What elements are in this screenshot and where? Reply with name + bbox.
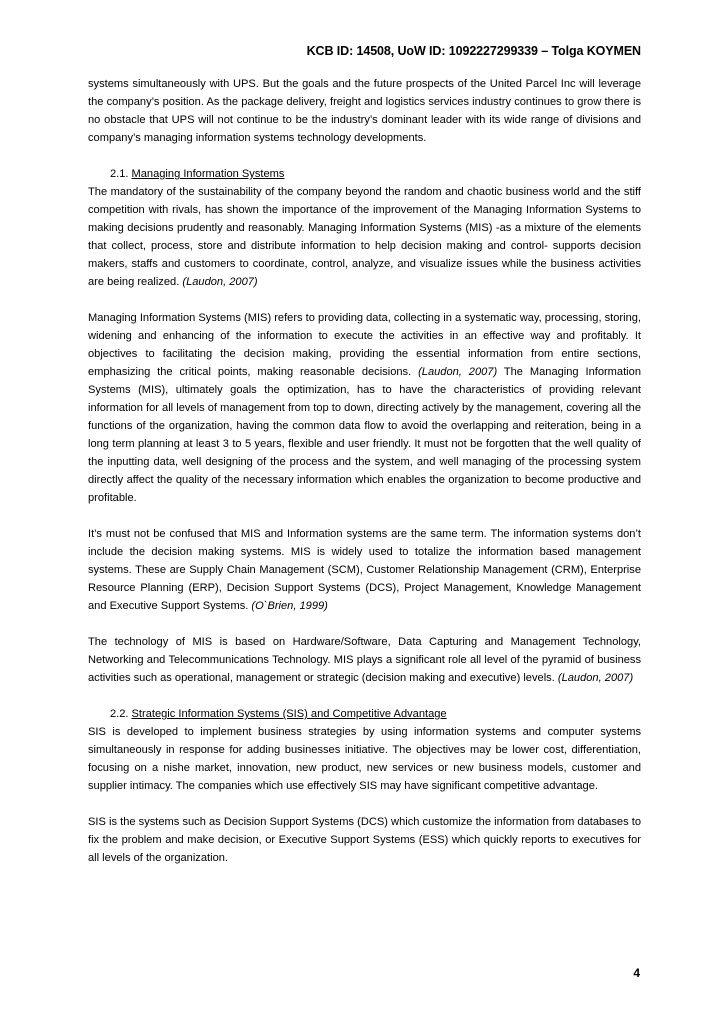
section-heading-2-1 [88,165,641,183]
citation: (O`Brien, 1999) [251,600,328,612]
document-body [88,75,641,867]
section-number: 2.2. [110,708,129,720]
paragraph-text: The Managing Information Systems (MIS), ultimately goals the optimization, has to have the characteristics of providing relevant information for all levels of management from top to down, directing actively by the management, covering all the functions of the organization, having the common data flow to avoid the overlapping and reiteration, being in a long term planning at least 3 to 5 years, flexible and user friendly. It must not be forgotten that the well quality of the inputting data, well designing of the process and the system, and well managing of the processing system directly affect the quality of the necessary information which enables the organization to become productive and profitable. [88,366,641,504]
section-title: Strategic Information Systems (SIS) and Competitive Advantage [131,708,447,720]
section-number: 2.1. [110,168,129,180]
paragraph-intro: systems simultaneously with UPS. But the goals and the future prospects of the United Parcel Inc will leverage the company’s position. As the package delivery, freight and logistics services industry continues to grow there is no obstacle that UPS will not continue to be the industry’s dominant leader with its wide range of divisions and company’s managing information systems technology developments. [88,78,641,144]
paragraph-mis-technology [88,633,641,687]
paragraph-text: Managing Information Systems (MIS) refers to providing data, collecting in a systematic way, processing, storing, widening and enhancing of the information to execute the activities in an effective way and profitably. It objectives to facilitating the decision making, providing the essential information from entire sections, emphasizing the critical points, making reasonable decisions. [88,312,641,378]
citation: (Laudon, 2007) [557,672,634,684]
paragraph-mis-mandatory [88,183,641,291]
page-header: KCB ID: 14508, UoW ID: 1092227299339 – Tolga KOYMEN [306,44,641,58]
section-title: Managing Information Systems [131,168,285,180]
paragraph-sis-examples: SIS is the systems such as Decision Support Systems (DCS) which customize the information from databases to fix the problem and make decision, or Executive Support Systems (ESS) which quickly reports to executives for all levels of the organization. [88,816,641,864]
paragraph-text: The technology of MIS is based on Hardware/Software, Data Capturing and Management Technology, Networking and Telecommunications Technology. MIS plays a significant role all level of the pyramid of business activities such as operational, management or strategic (decision making and executive) levels. [88,636,641,684]
paragraph-text: It’s must not be confused that MIS and Information systems are the same term. The information systems don’t include the decision making systems. MIS is widely used to totalize the information based management systems. These are Supply Chain Management (SCM), Customer Relationship Management (CRM), Enterprise Resource Planning (ERP), Decision Support Systems (DCS), Project Management, Knowledge Management and Executive Support Systems. [88,528,641,612]
paragraph-mis-definition [88,309,641,507]
page-number: 4 [633,966,640,980]
paragraph-mis-vs-is [88,525,641,615]
citation: (Laudon, 2007) [182,276,258,288]
paragraph-sis-definition: SIS is developed to implement business strategies by using information systems and computer systems simultaneously in response for adding businesses initiative. The objectives may be lower cost, differentiation, focusing on a nishe market, innovation, new product, new services or new business models, customer and supplier intimacy. The companies which use effectively SIS may have significant competitive advantage. [88,726,641,792]
citation: (Laudon, 2007) [418,366,498,378]
paragraph-text: The mandatory of the sustainability of the company beyond the random and chaotic business world and the stiff competition with rivals, has shown the importance of the improvement of the Managing Information Systems to making decisions prudently and reasonably. Managing Information Systems (MIS) -as a mixture of the elements that collect, process, store and distribute information to help decision making and control- supports decision makers, staffs and customers to coordinate, control, analyze, and visualize issues while the business activities are being realized. [88,186,641,288]
section-heading-2-2 [88,705,641,723]
